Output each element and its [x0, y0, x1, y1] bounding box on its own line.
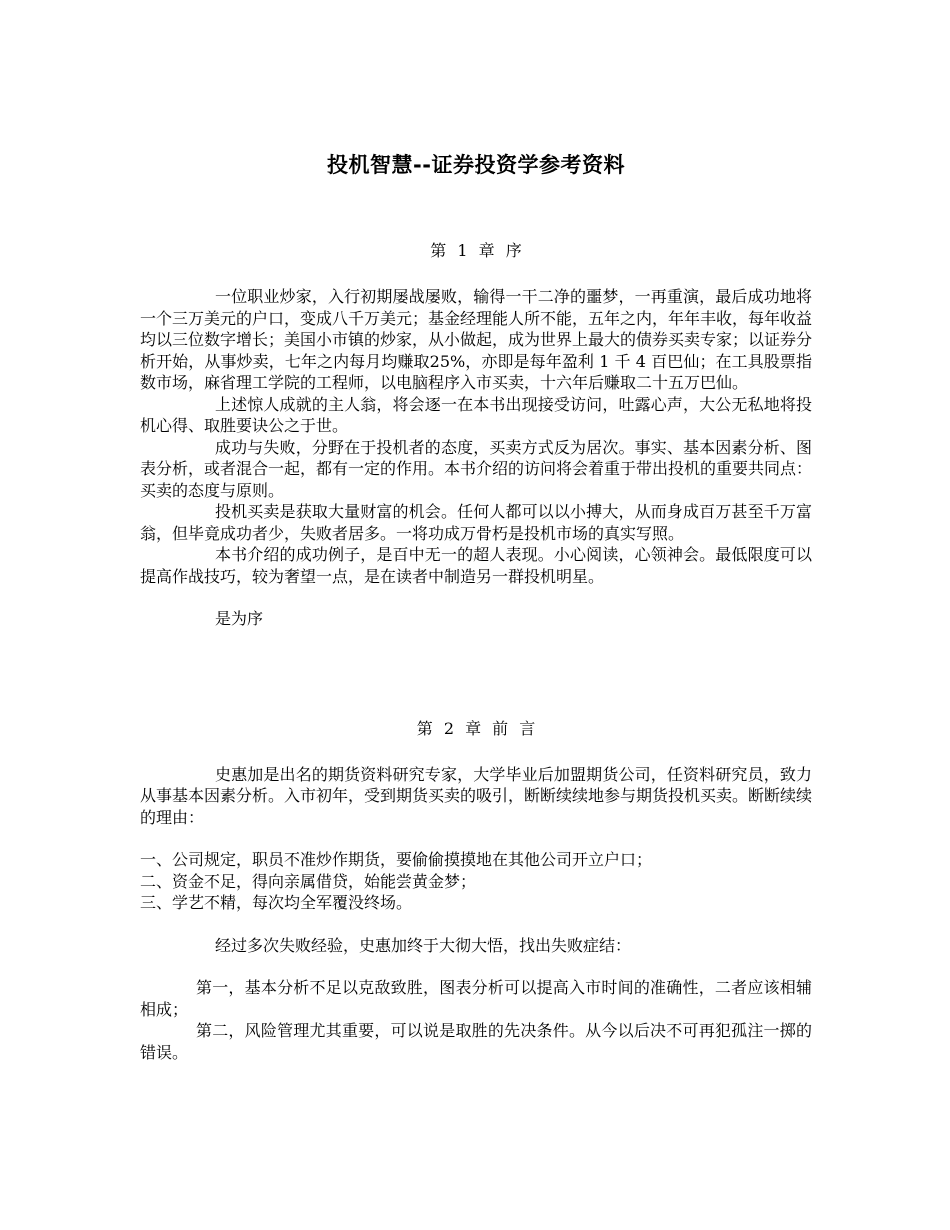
list-item: 一、公司规定，职员不准炒作期货，要偷偷摸摸地在其他公司开立户口；	[140, 850, 653, 869]
chapter-1-paragraph: 投机买卖是获取大量财富的机会。任何人都可以以小搏大，从而身成百万甚至千万富翁，但毕竟成功者少，失败者居多。一将功成万骨朽是投机市场的真实写照。	[140, 502, 812, 543]
list-item: 三、学艺不精，每次均全军覆没终场。	[140, 893, 413, 912]
chapter-2-heading: 第 2 章 前 言	[416, 718, 536, 738]
chapter-2-realization: 经过多次失败经验，史惠加终于大彻大悟，找出失败症结：	[215, 935, 632, 955]
document-page	[140, 150, 812, 1063]
list-item: 二、资金不足，得向亲属借贷，始能尝黄金梦；	[140, 871, 477, 891]
document-title: 投机智慧--证券投资学参考资料	[327, 153, 625, 177]
chapter-1-closing: 是为序	[215, 609, 264, 628]
chapter-1-paragraph: 本书介绍的成功例子，是百中无一的超人表现。小心阅读，心领神会。最低限度可以提高作战技巧，较为奢望一点，是在读者中制造另一群投机明星。	[140, 545, 812, 586]
chapter-2-body	[140, 764, 812, 1064]
chapter-2-intro: 史惠加是出名的期货资料研究专家，大学毕业后加盟期货公司，任资料研究员，致力从事基本因素分析。入市初年，受到期货买卖的吸引，断断续续地参与期货投机买卖。断断续续的理由：	[140, 764, 813, 827]
chapter-1-body	[140, 286, 812, 630]
chapter-1-paragraph: 上述惊人成就的主人翁，将会逐一在本书出现接受访问，吐露心声，大公无私地将投机心得、取胜要诀公之于世。	[140, 394, 812, 435]
reasons-list	[140, 849, 812, 914]
chapter-1-heading: 第 1 章 序	[430, 241, 522, 260]
chapter-1-paragraph: 成功与失败，分野在于投机者的态度，买卖方式反为居次。事实、基本因素分析、图表分析，或者混合一起，都有一定的作用。本书介绍的访问将会着重于带出投机的重要共同点：买卖的态度与原则。	[140, 437, 813, 500]
chapter-2-point: 第二，风险管理尤其重要，可以说是取胜的先决条件。从今以后决不可再犯孤注一掷的错误。	[140, 1021, 812, 1062]
chapter-1-paragraph: 一位职业炒家，入行初期屡战屡败，输得一干二净的噩梦，一再重演，最后成功地将一个三万美元的户口，变成八千万美元；基金经理能人所不能，五年之内，年年丰收，每年收益均以三位数字增长；美国小市镇的炒家，从小做起，成为世界上最大的债券买卖专家；以证券分析开始，从事炒卖，七年之内每月均赚取25%，亦即是每年盈利 1 千 4 百巴仙；在工具股票指数市场，麻省理工学院的工程师，以电脑程序入市买卖，十六年后赚取二十五万巴仙。	[140, 287, 813, 392]
chapter-2-point: 第一，基本分析不足以克敌致胜，图表分析可以提高入市时间的准确性，二者应该相辅相成；	[140, 978, 812, 1019]
